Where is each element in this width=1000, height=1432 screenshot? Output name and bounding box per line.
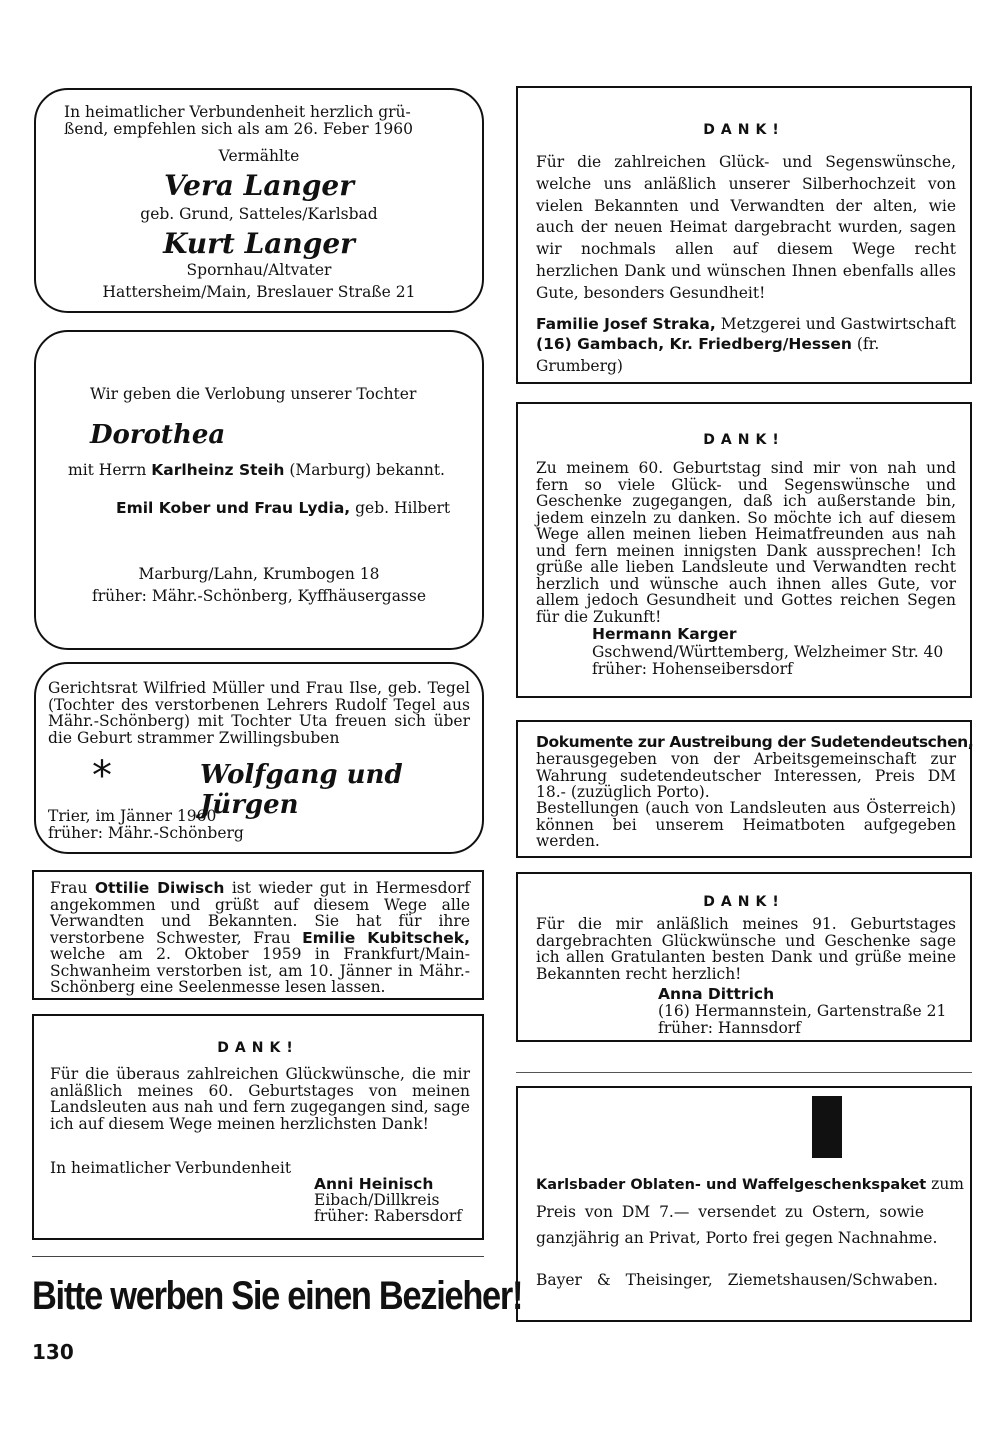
- star-icon: *: [92, 753, 112, 799]
- dokumente-text-2: Bestellungen (auch von Landsleuten aus Österreich) können bei unserem Heimatboten aufgegeben werden.: [536, 799, 956, 850]
- straka-text: Für die zahlreichen Glück- und Segenswünsche, welche uns anläßlich unserer Silberhochzeit von vielen Bekannten und Verwandten der alten, wie auch der neuen Heimat dargebracht wurden, sagen wir nochmals allen auf diesem Wege recht herzlichen Dank und wünschen Ihnen ebenfalls alles Gute, besonders Gesundheit!: [536, 153, 956, 302]
- slogan: Bitte werben Sie einen Bezieher!: [32, 1274, 523, 1318]
- black-bar-mark: [812, 1096, 842, 1158]
- page-number: 130: [32, 1340, 74, 1364]
- oblaten-line-3: ganzjährig an Privat, Porto frei gegen Nachnahme.: [536, 1229, 938, 1247]
- diwisch-sister: Emilie Kubitschek,: [302, 928, 470, 947]
- engagement-fiance: Karlheinz Steih: [151, 461, 285, 479]
- divider: [516, 1072, 972, 1073]
- engagement-address-1: Marburg/Lahn, Krumbogen 18: [138, 565, 380, 583]
- dittrich-text: Für die mir anläßlich meines 91. Geburtstages dargebrachten Glückwünsche und Geschenke sage ich allen Gratulanten besten Dank und grüße meine Bekannten recht herzlich!: [536, 915, 956, 983]
- wedding-origin-bride: geb. Grund, Satteles/Karlsbad: [140, 205, 378, 223]
- heinisch-text: Für die überaus zahlreichen Glückwünsche, die mir anläßlich meines 60. Geburtstages von meinen Landsleuten aus nah und fern zugegangen sind, sage ich auf diesem Wege meinen herzlichsten Dank!: [50, 1065, 470, 1133]
- birth-place: Trier, im Jänner 1960: [48, 807, 217, 825]
- dittrich-title: DANK!: [703, 894, 785, 910]
- oblaten-title: Karlsbader Oblaten- und Waffelgeschenkspaket: [536, 1177, 927, 1193]
- oblaten-line-2: Preis von DM 7.— versendet zu Ostern, sowie: [536, 1203, 925, 1221]
- wedding-line-2: ßend, empfehlen sich als am 26. Feber 1960: [64, 119, 413, 138]
- diwisch-name: Ottilie Diwisch: [94, 879, 225, 897]
- heinisch-closing: In heimatlicher Verbundenheit: [50, 1159, 292, 1177]
- heinisch-addr-2: früher: Rabersdorf: [314, 1207, 462, 1225]
- birth-former: früher: Mähr.-Schönberg: [48, 824, 244, 842]
- dokumente-ad: [516, 720, 972, 858]
- engagement-address-2: früher: Mähr.-Schönberg, Kyffhäusergasse: [91, 587, 427, 605]
- dittrich-name: Anna Dittrich: [658, 985, 775, 1003]
- karger-thanks: [516, 402, 972, 698]
- birth-announcement: [34, 662, 484, 854]
- straka-family: Familie Josef Straka,: [536, 315, 716, 333]
- heinisch-thanks: [32, 1014, 484, 1240]
- dittrich-addr-1: (16) Hermannstein, Gartenstraße 21: [658, 1002, 947, 1020]
- engagement-fiance-line: mit Herrn Karlheinz Steih (Marburg) bekannt.: [68, 461, 445, 479]
- heinisch-title: DANK!: [217, 1040, 299, 1056]
- dittrich-thanks: [516, 872, 972, 1042]
- wedding-name-groom: Kurt Langer: [163, 227, 355, 260]
- engagement-parents: Emil Kober und Frau Lydia,: [116, 499, 351, 517]
- heinisch-addr-1: Eibach/Dillkreis: [314, 1191, 440, 1209]
- dokumente-text: herausgegeben von der Arbeitsgemeinschaft zur Wahrung sudetendeutscher Interessen, Preis DM 18.- (zuzüglich Porto).: [536, 750, 956, 801]
- engagement-daughter-name: Dorothea: [90, 420, 226, 450]
- karger-name: Hermann Karger: [592, 625, 737, 643]
- divider: [32, 1256, 484, 1257]
- wedding-origin-groom: Spornhau/Altvater: [186, 261, 332, 279]
- birth-text: Gerichtsrat Wilfried Müller und Frau Ilse, geb. Tegel (Tochter des verstorbenen Lehrers Rudolf Tegel aus Mähr.-Schönberg) mit Tochter Uta freuen sich über die Geburt strammer Zwillingsbuben: [48, 679, 470, 747]
- dokumente-title: Dokumente zur Austreibung der Sudetendeutschen,: [536, 733, 974, 751]
- karger-title: DANK!: [703, 432, 785, 448]
- dittrich-addr-2: früher: Hannsdorf: [658, 1019, 801, 1037]
- engagement-announcement: [34, 330, 484, 650]
- wedding-announcement: [34, 88, 484, 313]
- straka-thanks: DANK! Für die zahlreichen Glück- und Segenswünsche, welche uns anläßlich unserer Silberhochzeit von vielen Bekannten und Verwandten der alten, wie auch der neuen Heimat dargebracht wurden, sagen wir nochmals allen auf diesem Wege recht herzlichen Dank und wünschen Ihnen ebenfalls alles Gute, besonders Gesundheit! Familie Josef Straka, Metzgerei und Gastwirtschaft (16) Gambach, Kr. Friedberg/Hessen (fr. Grumberg): [516, 86, 972, 384]
- karger-addr-2: früher: Hohenseibersdorf: [592, 660, 793, 678]
- wedding-label: Vermählte: [218, 147, 300, 165]
- oblaten-ad: Karlsbader Oblaten- und Waffelgeschenkspaket zum Preis von DM 7.— versendet zu Ostern, sowie ganzjährig an Privat, Porto frei gegen Nachnahme. Bayer & Theisinger, Ziemetshausen/Schwaben.: [516, 1086, 972, 1322]
- wedding-address: Hattersheim/Main, Breslauer Straße 21: [102, 283, 416, 301]
- diwisch-notice: Frau Ottilie Diwisch ist wieder gut in Hermesdorf angekommen und grüßt auf diesem Wege alle Verwandten und Bekannten. Sie hat für ihre verstorbene Schwester, Frau Emilie Kubitschek, welche am 2. Oktober 1959 in Frankfurt/Main-Schwanheim verstorben ist, am 10. Jänner in Mähr.-Schönberg eine Seelenmesse lesen lassen.: [32, 870, 484, 1000]
- wedding-name-bride: Vera Langer: [164, 169, 354, 202]
- straka-title: DANK!: [703, 122, 785, 138]
- karger-addr-1: Gschwend/Württemberg, Welzheimer Str. 40: [592, 643, 944, 661]
- heinisch-name: Anni Heinisch: [314, 1175, 434, 1193]
- engagement-intro: Wir geben die Verlobung unserer Tochter: [90, 385, 417, 403]
- karger-text: Zu meinem 60. Geburtstag sind mir von nah und fern so viele Glück- und Segenswünsche und Geschenke zugegangen, daß ich außerstande bin, jedem einzeln zu danken. So möchte ich auf diesem Wege allen meinen lieben Heimatfreunden aus nah und fern meinen innigsten Dank aussprechen! Ich grüße alle lieben Landsleute und Verwandten recht herzlich und wünsche auch ihnen alles Gute, vor allem jedoch Gesundheit und Gottes reichen Segen für die Zukunft!: [536, 459, 956, 626]
- straka-place: (16) Gambach, Kr. Friedberg/Hessen: [536, 335, 852, 353]
- birth-twin-names: Wolfgang und Jürgen: [200, 760, 403, 820]
- oblaten-sender: Bayer & Theisinger, Ziemetshausen/Schwaben.: [536, 1271, 938, 1289]
- engagement-parents-line: Emil Kober und Frau Lydia, geb. Hilbert: [116, 499, 451, 517]
- wedding-line-1: In heimatlicher Verbundenheit herzlich grü-: [64, 103, 411, 121]
